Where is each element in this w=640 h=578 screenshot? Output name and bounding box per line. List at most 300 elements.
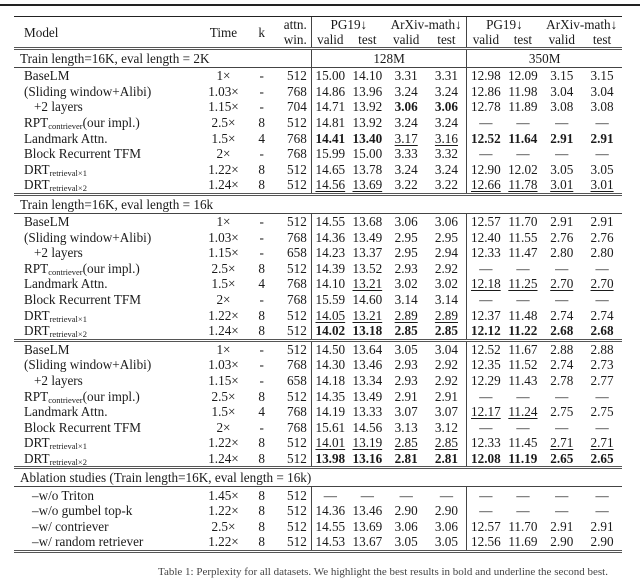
time-cell: 2× <box>216 419 231 435</box>
value: 3.06 <box>394 518 418 534</box>
value-cell <box>386 130 427 146</box>
value: 14.86 <box>315 83 346 99</box>
value: 3.31 <box>434 68 458 84</box>
value-cell <box>504 307 541 323</box>
value-cell <box>386 213 427 229</box>
value-cell <box>582 115 622 131</box>
value: 14.19 <box>315 404 346 420</box>
value: 12.40 <box>471 229 501 245</box>
model-subscript: retrieval×2 <box>49 329 87 340</box>
value-cell <box>504 177 541 194</box>
value-cell <box>311 487 349 503</box>
value: 2.80 <box>590 245 614 261</box>
value-cell <box>311 503 349 519</box>
value: — <box>555 419 569 435</box>
value-cell <box>386 373 427 389</box>
value: 3.02 <box>434 276 458 292</box>
value: 11.43 <box>508 372 538 388</box>
attn-win-cell: 512 <box>274 534 312 551</box>
k-cell: 8 <box>258 503 265 519</box>
value-cell <box>582 213 622 229</box>
k-cell: 4 <box>258 404 265 420</box>
section-header-row <box>14 49 622 68</box>
value-cell <box>541 276 582 292</box>
value: 11.98 <box>508 83 538 99</box>
model-name <box>14 435 197 451</box>
value: 12.57 <box>471 214 501 230</box>
model-name <box>14 292 197 308</box>
value-cell <box>386 503 427 519</box>
model-name <box>14 177 197 194</box>
value-cell <box>504 68 541 84</box>
value-cell <box>349 357 386 373</box>
value: 2.91 <box>590 214 614 230</box>
value: 2.73 <box>590 357 614 373</box>
value: 12.09 <box>508 68 538 84</box>
k-cell: - <box>250 340 274 357</box>
time-cell: 1.5× <box>211 404 236 420</box>
value-cell <box>467 177 505 194</box>
value-cell <box>311 99 349 115</box>
value-cell <box>504 340 541 357</box>
table-row <box>14 115 622 131</box>
k-cell: 8 <box>258 161 265 177</box>
value-cell <box>427 357 467 373</box>
value: 3.24 <box>394 161 418 177</box>
value: 11.55 <box>508 229 538 245</box>
value-cell <box>541 357 582 373</box>
value: — <box>595 146 609 162</box>
value-cell <box>467 115 505 131</box>
value-cell <box>311 404 349 420</box>
value: 14.65 <box>315 161 346 177</box>
value-cell <box>467 276 505 292</box>
attn-win-cell: 512 <box>287 503 307 519</box>
value: 3.04 <box>590 83 614 99</box>
model-subscript: retrieval×1 <box>49 441 87 452</box>
value-cell <box>504 435 541 451</box>
table-row <box>14 487 622 503</box>
model-label: BaseLM <box>24 214 70 230</box>
value: 13.69 <box>352 177 383 193</box>
value-cell <box>386 487 427 503</box>
value: 14.02 <box>315 323 346 339</box>
value: 2.68 <box>590 323 614 339</box>
header-row-1 <box>14 17 622 33</box>
value: 13.49 <box>352 229 383 245</box>
value-cell <box>349 292 386 308</box>
value-cell <box>349 503 386 519</box>
value-cell <box>349 388 386 404</box>
section-header-row <box>14 194 622 213</box>
value: 2.70 <box>590 276 614 292</box>
value-cell <box>504 245 541 261</box>
model-name <box>14 534 197 551</box>
value-cell <box>582 276 622 292</box>
value: 14.05 <box>315 307 346 323</box>
value-cell <box>311 451 349 468</box>
value: 3.04 <box>550 83 574 99</box>
value-cell <box>311 162 349 178</box>
value-cell <box>467 130 505 146</box>
model-name <box>14 357 197 373</box>
value-cell <box>467 261 505 277</box>
value: 12.12 <box>471 323 501 339</box>
value: 2.85 <box>394 435 418 451</box>
value: 13.78 <box>352 161 383 177</box>
value: 14.10 <box>352 68 383 84</box>
model-label: DRT <box>24 323 50 339</box>
value-cell <box>467 435 505 451</box>
value: 15.00 <box>315 68 346 84</box>
value: — <box>439 487 454 503</box>
value: — <box>516 487 530 503</box>
model-name <box>14 213 197 229</box>
value: 3.24 <box>434 83 458 99</box>
value-cell <box>311 419 349 435</box>
section-header-row <box>14 468 622 487</box>
attn-win-cell: 768 <box>287 276 307 292</box>
time-cell: 1.24× <box>208 177 239 193</box>
value: 2.89 <box>434 307 458 323</box>
value: — <box>479 503 493 519</box>
value: — <box>595 388 609 404</box>
value: 14.35 <box>315 388 346 404</box>
attn-win-cell: 512 <box>287 307 307 323</box>
k-cell: 8 <box>258 388 265 404</box>
value-cell <box>541 419 582 435</box>
value-cell <box>427 435 467 451</box>
value: 2.93 <box>394 357 418 373</box>
value-cell <box>386 229 427 245</box>
value: 3.24 <box>434 161 458 177</box>
model-subscript: retrieval×1 <box>49 167 87 178</box>
model-label: DRT <box>24 161 50 177</box>
value: 3.06 <box>394 214 418 230</box>
value-cell <box>541 534 582 551</box>
value-cell <box>386 245 427 261</box>
time-cell: 1.24× <box>208 450 239 466</box>
value-cell <box>427 503 467 519</box>
value-cell <box>582 340 622 357</box>
value-cell <box>386 292 427 308</box>
value: 14.81 <box>315 115 346 131</box>
value-cell <box>311 229 349 245</box>
model-name <box>14 68 197 84</box>
value: 14.30 <box>315 357 346 373</box>
value: 11.48 <box>508 307 538 323</box>
table-row <box>14 340 622 357</box>
value: 3.05 <box>394 534 418 550</box>
value-cell <box>582 261 622 277</box>
value-cell <box>541 307 582 323</box>
value-cell <box>349 323 386 340</box>
value: — <box>595 487 609 503</box>
value: 3.05 <box>394 341 418 357</box>
value-cell <box>386 357 427 373</box>
model-label: +2 layers <box>34 372 83 388</box>
value: 3.15 <box>550 68 574 84</box>
value-cell <box>349 130 386 146</box>
value: 2.91 <box>550 214 574 230</box>
table-body <box>14 49 622 552</box>
table-row <box>14 373 622 389</box>
value-cell <box>349 162 386 178</box>
attn-win-cell: 768 <box>287 292 307 308</box>
value-cell <box>427 307 467 323</box>
value-cell <box>504 518 541 534</box>
value: 13.49 <box>352 388 383 404</box>
k-cell: - <box>259 372 264 388</box>
value: 2.85 <box>434 435 458 451</box>
value: 12.29 <box>471 372 501 388</box>
value-cell <box>541 292 582 308</box>
value: 11.22 <box>508 323 538 339</box>
value: 2.81 <box>394 450 418 466</box>
value-cell <box>349 373 386 389</box>
value: 13.67 <box>352 534 383 550</box>
value-cell <box>311 177 349 194</box>
value: 3.14 <box>434 292 458 308</box>
value-cell <box>386 518 427 534</box>
value: 12.52 <box>471 130 501 146</box>
k-cell: 4 <box>258 130 265 146</box>
header-subcol: valid <box>393 32 420 47</box>
value-cell <box>467 146 505 162</box>
value: 2.91 <box>550 130 574 146</box>
table-row <box>14 261 622 277</box>
time-cell: 2.5× <box>211 518 236 534</box>
value-cell <box>349 307 386 323</box>
value: 12.37 <box>471 307 501 323</box>
time-cell: 1× <box>197 68 249 84</box>
value: 3.08 <box>550 99 574 115</box>
model-label: –w/o Triton <box>32 487 94 503</box>
value-cell <box>349 534 386 551</box>
value: 12.56 <box>471 534 501 550</box>
time-cell: 1.22× <box>208 307 239 323</box>
value-cell <box>582 130 622 146</box>
table-row <box>14 177 622 194</box>
value: 11.47 <box>508 245 538 261</box>
model-name <box>14 419 197 435</box>
header-group-arxiv-128m: ArXiv-math↓ <box>386 17 467 33</box>
table-row <box>14 162 622 178</box>
value: 2.91 <box>590 518 614 534</box>
value-cell <box>386 435 427 451</box>
value-cell <box>386 276 427 292</box>
header-subcol: valid <box>548 32 575 47</box>
value: 2.91 <box>434 388 458 404</box>
k-cell: 8 <box>258 450 265 466</box>
value-cell <box>311 534 349 551</box>
table-row <box>14 503 622 519</box>
value-cell <box>541 261 582 277</box>
value-cell <box>582 323 622 340</box>
value-cell <box>467 99 505 115</box>
value: 13.21 <box>352 307 383 323</box>
value-cell <box>504 115 541 131</box>
value-cell <box>427 323 467 340</box>
value: 2.71 <box>550 435 574 451</box>
value: 3.17 <box>394 130 418 146</box>
attn-win-cell: 512 <box>287 435 307 451</box>
value-cell <box>427 115 467 131</box>
model-label: DRT <box>24 450 50 466</box>
value: 2.74 <box>550 307 574 323</box>
value: — <box>516 503 530 519</box>
value: 13.69 <box>352 518 383 534</box>
header-model: Model <box>14 17 197 49</box>
value: — <box>555 487 569 503</box>
model-name <box>14 373 197 389</box>
header-subcol: test <box>358 32 377 47</box>
value: 11.69 <box>508 534 538 550</box>
value-cell <box>467 340 505 357</box>
value: 2.92 <box>434 260 458 276</box>
value-cell <box>386 261 427 277</box>
k-cell: 8 <box>250 487 274 503</box>
attn-win-cell: 704 <box>287 99 307 115</box>
value-cell <box>386 99 427 115</box>
value: — <box>516 146 530 162</box>
model-name <box>14 146 197 162</box>
value: 12.98 <box>471 68 501 84</box>
value-cell <box>582 245 622 261</box>
attn-win-cell: 512 <box>287 450 307 466</box>
value-cell <box>582 534 622 551</box>
value-cell <box>541 99 582 115</box>
value: — <box>479 115 493 131</box>
value-cell <box>467 229 505 245</box>
table-row <box>14 404 622 420</box>
value-cell <box>504 373 541 389</box>
table-row <box>14 357 622 373</box>
value: 12.33 <box>471 245 501 261</box>
value: 2.75 <box>590 404 614 420</box>
value-cell <box>582 503 622 519</box>
value-cell <box>582 99 622 115</box>
value: 11.64 <box>508 130 538 146</box>
value: 14.36 <box>315 503 346 519</box>
value: 2.90 <box>550 534 574 550</box>
value-cell <box>349 435 386 451</box>
value-cell <box>427 68 467 84</box>
value-cell <box>349 419 386 435</box>
value-cell <box>311 323 349 340</box>
value-cell <box>541 68 582 84</box>
attn-win-cell: 512 <box>287 388 307 404</box>
value: 2.89 <box>394 307 418 323</box>
value: 2.88 <box>550 341 574 357</box>
value: 14.55 <box>315 518 346 534</box>
value: 11.70 <box>508 214 538 230</box>
value-cell <box>582 162 622 178</box>
table-row <box>14 68 622 84</box>
attn-win-cell: 512 <box>287 177 307 193</box>
value: 13.64 <box>352 341 383 357</box>
value-cell <box>467 451 505 468</box>
value: 3.06 <box>434 518 458 534</box>
value: 2.71 <box>590 435 614 451</box>
value: 2.92 <box>434 357 458 373</box>
value: 2.78 <box>550 372 574 388</box>
value-cell <box>467 357 505 373</box>
value-cell <box>427 99 467 115</box>
top-rule <box>0 0 640 6</box>
value-cell <box>504 503 541 519</box>
table-row <box>14 146 622 162</box>
value: 2.90 <box>590 534 614 550</box>
time-cell: 1.15× <box>208 372 239 388</box>
table-row <box>14 292 622 308</box>
time-cell: 1.03× <box>208 83 239 99</box>
model-label: Block Recurrent TFM <box>24 146 141 162</box>
value-cell <box>386 451 427 468</box>
model-size-128m: 128M <box>311 49 467 68</box>
model-label: Block Recurrent TFM <box>24 292 141 308</box>
value-cell <box>541 130 582 146</box>
value: 14.71 <box>315 99 346 115</box>
time-cell: 2.5× <box>211 388 236 404</box>
perplexity-table <box>14 16 622 553</box>
value-cell <box>311 261 349 277</box>
value-cell <box>311 276 349 292</box>
value: 2.95 <box>434 229 458 245</box>
k-cell: 8 <box>258 260 265 276</box>
k-cell: 8 <box>258 307 265 323</box>
value: 3.24 <box>434 115 458 131</box>
value-cell <box>311 340 349 357</box>
value-cell <box>504 146 541 162</box>
value: 2.93 <box>394 372 418 388</box>
value: 3.06 <box>434 214 458 230</box>
value-cell <box>349 451 386 468</box>
value: 11.19 <box>508 450 538 466</box>
value: 2.85 <box>434 323 458 339</box>
value: 13.46 <box>352 503 383 519</box>
value: 3.22 <box>434 177 458 193</box>
value: — <box>479 388 493 404</box>
header-k: k <box>250 17 274 49</box>
value: 3.22 <box>394 177 418 193</box>
value-cell <box>467 487 505 503</box>
attn-win-cell: 512 <box>274 487 312 503</box>
value: 2.93 <box>394 260 418 276</box>
value-cell <box>467 84 505 100</box>
value: 14.41 <box>315 130 346 146</box>
value-cell <box>427 177 467 194</box>
value: — <box>555 292 569 308</box>
value: 13.37 <box>352 245 383 261</box>
value: 3.13 <box>394 419 418 435</box>
k-cell: - <box>250 213 274 229</box>
table-row <box>14 213 622 229</box>
header-subcol: test <box>592 32 612 47</box>
value-cell <box>349 261 386 277</box>
value: 3.05 <box>434 534 458 550</box>
value-cell <box>467 534 505 551</box>
attn-win-cell: 768 <box>287 404 307 420</box>
value: — <box>516 388 530 404</box>
header-group-pg19-350m: PG19↓ <box>467 17 542 33</box>
value: 3.06 <box>434 99 458 115</box>
value-cell <box>427 162 467 178</box>
value: — <box>555 503 569 519</box>
value: 14.36 <box>315 229 346 245</box>
value-cell <box>582 357 622 373</box>
value-cell <box>427 419 467 435</box>
